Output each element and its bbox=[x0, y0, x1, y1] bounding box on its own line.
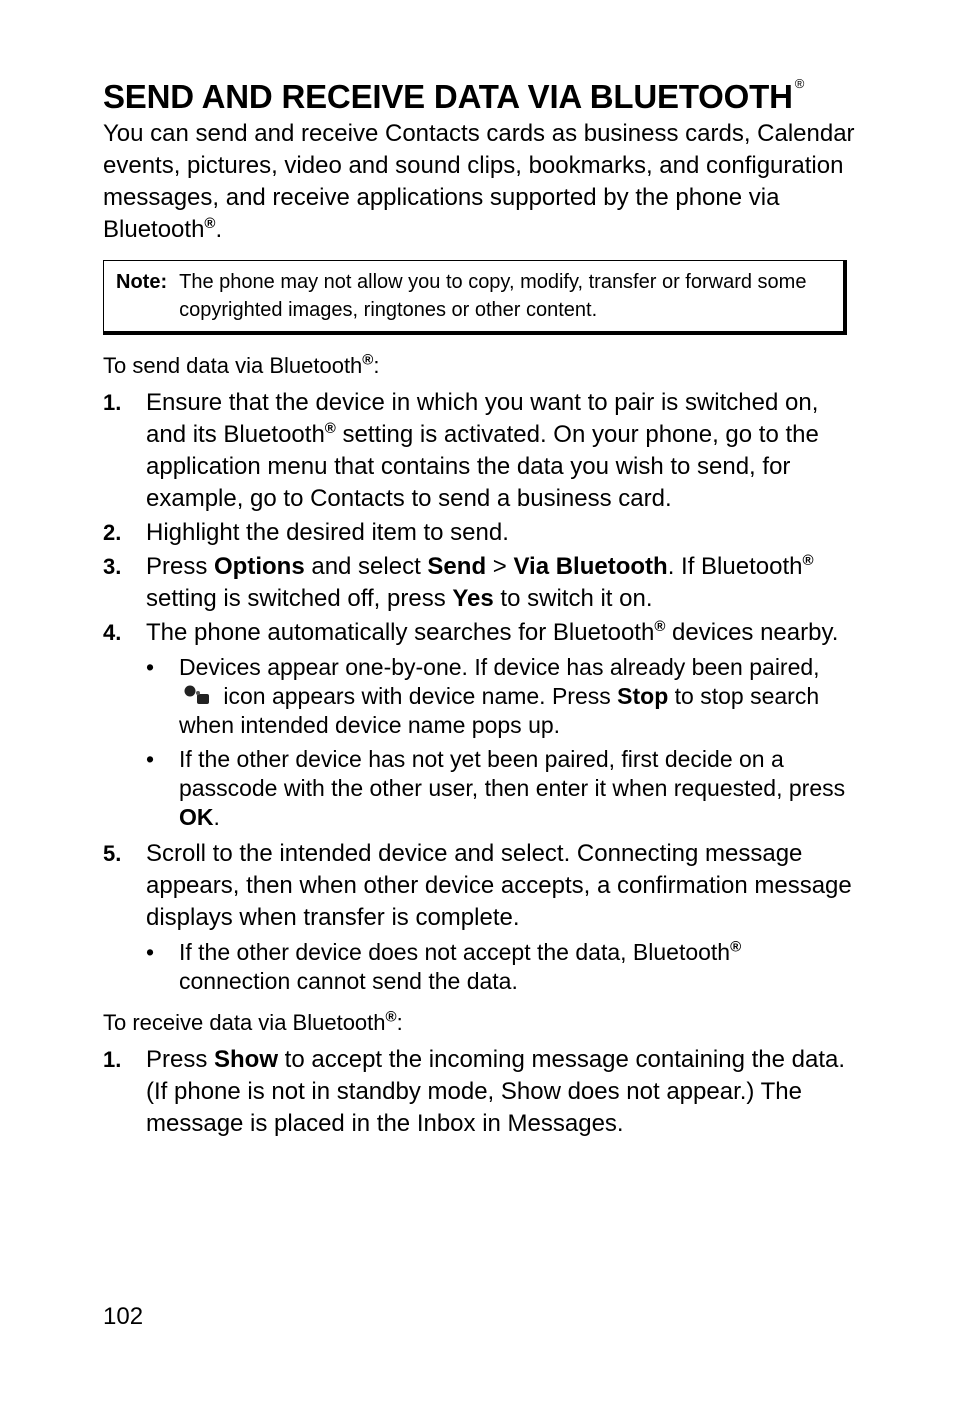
menu-separator: > bbox=[486, 553, 514, 580]
step-number: 4. bbox=[103, 620, 122, 645]
bullet-text: to stop search when intended device name pops up. bbox=[179, 683, 820, 738]
period: . bbox=[215, 216, 223, 243]
paired-devices-icon bbox=[183, 685, 213, 707]
step-text: Ensure that the device in which you want to pair is switched on, and its Bluetooth bbox=[146, 389, 819, 448]
page-content bbox=[103, 78, 855, 1142]
step-5-bullets bbox=[146, 938, 855, 996]
step-text: setting is switched off, press bbox=[146, 585, 453, 612]
registered-mark: ® bbox=[362, 351, 374, 369]
show-key: Show bbox=[214, 1046, 279, 1073]
step-4-bullets bbox=[146, 653, 855, 832]
note-label-text: Note bbox=[116, 271, 161, 293]
note-label bbox=[116, 268, 167, 324]
bullet-text: icon appears with device name. Press bbox=[217, 683, 618, 709]
send-step-2 bbox=[103, 517, 855, 549]
send-step-4 bbox=[103, 617, 855, 832]
bullet-marker: • bbox=[146, 939, 155, 965]
receive-lead-text: To receive data via Bluetooth bbox=[103, 1010, 386, 1035]
step-text: Press bbox=[146, 1046, 215, 1073]
step-number: 5. bbox=[103, 841, 122, 866]
step-text: to accept the incoming message containing the data. (If phone is not in standby mode, Show does not appear.) The message is placed in the Inbox in Messages. bbox=[146, 1046, 846, 1137]
step-text: and select bbox=[304, 553, 428, 580]
step-text: devices nearby. bbox=[665, 619, 839, 646]
intro-paragraph bbox=[103, 118, 855, 246]
colon: : bbox=[396, 1010, 403, 1035]
send-step-1 bbox=[103, 387, 855, 515]
bullet-text: connection cannot send the data. bbox=[179, 968, 518, 994]
step-text: Press bbox=[146, 553, 215, 580]
step-text: The phone automatically searches for Bluetooth bbox=[146, 619, 655, 646]
bullet-text: If the other device has not yet been paired, first decide on a passcode with the other user, then enter it when requested, press bbox=[179, 746, 846, 801]
page-number: 102 bbox=[103, 1303, 144, 1330]
receive-step-1 bbox=[103, 1044, 855, 1140]
step-text: Scroll to the intended device and select. Connecting message appears, then when other device accepts, a confirmation message displays when transfer is complete. bbox=[146, 840, 852, 931]
registered-mark: ® bbox=[794, 76, 805, 91]
via-bluetooth-menu-item: Via Bluetooth bbox=[513, 553, 668, 580]
step-number: 1. bbox=[103, 1047, 122, 1072]
stop-key: Stop bbox=[617, 683, 669, 709]
registered-mark: ® bbox=[324, 420, 336, 437]
page-title bbox=[103, 78, 855, 116]
registered-mark: ® bbox=[654, 618, 666, 635]
registered-mark: ® bbox=[802, 552, 814, 569]
registered-mark: ® bbox=[730, 938, 742, 956]
receive-steps-list bbox=[103, 1044, 855, 1140]
title-text: SEND AND RECEIVE DATA VIA BLUETOOTH bbox=[103, 78, 793, 115]
send-lead-text: To send data via Bluetooth bbox=[103, 353, 363, 378]
intro-text: You can send and receive Contacts cards as business cards, Calendar events, pictures, video and sound clips, bookmarks, and configuration messages, and receive applications supported by the phone via Bluetooth bbox=[103, 120, 855, 243]
yes-key: Yes bbox=[452, 585, 494, 612]
bullet-text: If the other device does not accept the data, Bluetooth bbox=[179, 939, 731, 965]
receive-lead bbox=[103, 1008, 855, 1038]
step-5-bullet-1 bbox=[146, 938, 855, 996]
step-number: 3. bbox=[103, 554, 122, 579]
registered-mark: ® bbox=[204, 215, 216, 232]
step-text: setting is activated. On your phone, go to the application menu that contains the data you wish to send, for example, go to Contacts to send a business card. bbox=[146, 421, 819, 512]
note-colon: : bbox=[160, 271, 168, 293]
send-menu-item: Send bbox=[427, 553, 487, 580]
step-text: to switch it on. bbox=[493, 585, 653, 612]
step-number: 2. bbox=[103, 520, 122, 545]
bullet-marker: • bbox=[146, 746, 155, 772]
step-text: . If Bluetooth bbox=[667, 553, 803, 580]
bullet-text: . bbox=[213, 804, 220, 830]
send-steps-list bbox=[103, 387, 855, 996]
bullet-marker: • bbox=[146, 654, 155, 680]
note-box bbox=[103, 260, 847, 335]
step-4-bullet-1 bbox=[146, 653, 855, 740]
send-lead bbox=[103, 351, 855, 381]
ok-key: OK bbox=[179, 804, 214, 830]
registered-mark: ® bbox=[385, 1008, 397, 1026]
send-step-5 bbox=[103, 838, 855, 996]
step-text: Highlight the desired item to send. bbox=[146, 519, 509, 546]
step-4-bullet-2 bbox=[146, 745, 855, 832]
note-text: The phone may not allow you to copy, modify, transfer or forward some copyrighted images, ringtones or other content. bbox=[179, 271, 807, 321]
send-step-3 bbox=[103, 551, 855, 615]
bullet-text: Devices appear one-by-one. If device has already been paired, bbox=[179, 654, 820, 680]
colon: : bbox=[373, 353, 380, 378]
step-number: 1. bbox=[103, 390, 122, 415]
options-key: Options bbox=[214, 553, 305, 580]
